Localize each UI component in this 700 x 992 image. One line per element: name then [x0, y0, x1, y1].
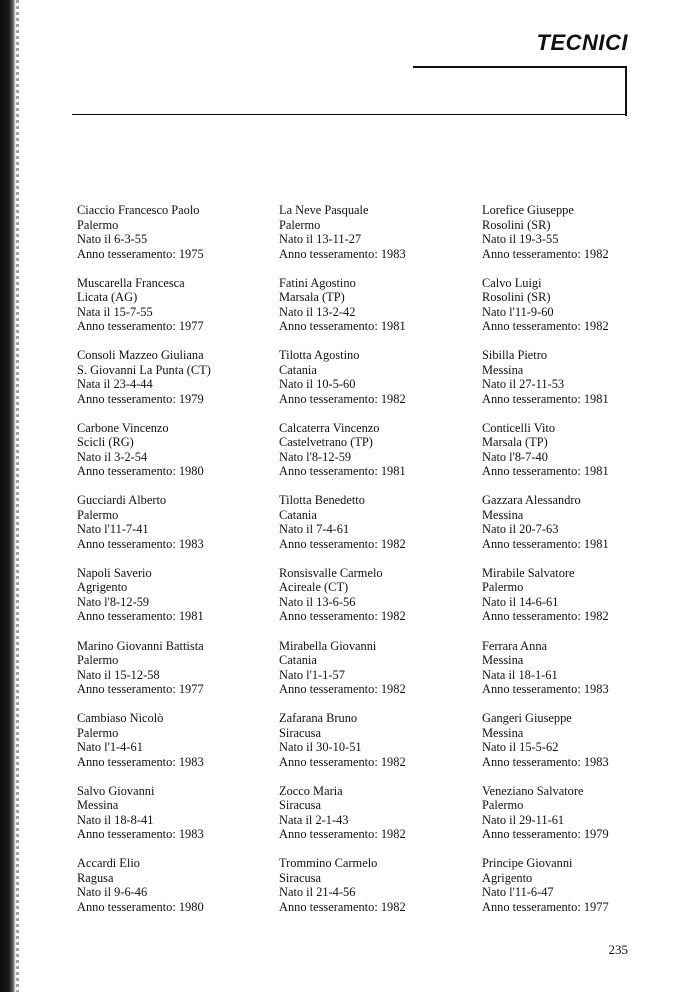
list-item — [279, 421, 479, 494]
person-name: La Neve Pasquale — [279, 203, 369, 217]
person-birth: Nato il 20-7-63 — [482, 522, 559, 537]
person-name: Ciaccio Francesco Paolo — [77, 203, 200, 217]
person-place: Palermo — [482, 580, 524, 595]
person-name: Zafarana Bruno — [279, 711, 358, 726]
person-birth: Nato l'1-4-61 — [77, 740, 143, 755]
person-place: Ragusa — [77, 870, 114, 885]
person-name: Mirabile Salvatore — [482, 565, 575, 580]
person-place: Palermo — [77, 725, 119, 740]
person-birth: Nata il 23-4-44 — [77, 377, 153, 392]
person-membership-year: Anno tesseramento: 1982 — [279, 754, 406, 769]
list-item — [482, 203, 682, 276]
list-item — [279, 711, 479, 784]
person-membership-year: Anno tesseramento: 1981 — [482, 464, 609, 479]
person-membership-year: Anno tesseramento: 1982 — [279, 899, 406, 914]
person-name: Mirabella Giovanni — [279, 638, 377, 653]
person-birth: Nato il 13-6-56 — [279, 594, 356, 609]
column-2 — [279, 203, 479, 929]
list-item — [77, 276, 277, 349]
person-membership-year: Anno tesseramento: 1983 — [77, 536, 204, 551]
list-item — [279, 348, 479, 421]
person-membership-year: Anno tesseramento: 1980 — [77, 899, 204, 914]
person-name: Consoli Mazzeo Giuliana — [77, 348, 204, 363]
list-item — [279, 276, 479, 349]
list-item — [482, 421, 682, 494]
person-membership-year: Anno tesseramento: 1982 — [482, 609, 609, 624]
person-birth: Nato il 19-3-55 — [482, 232, 559, 246]
person-membership-year: Anno tesseramento: 1977 — [482, 899, 609, 914]
person-birth: Nato il 10-5-60 — [279, 377, 356, 392]
person-birth: Nato il 15-5-62 — [482, 740, 559, 755]
person-name: Ronsisvalle Carmelo — [279, 565, 383, 580]
person-name: Muscarella Francesca — [77, 275, 185, 290]
person-place: Rosolini (SR) — [482, 217, 551, 232]
list-item — [77, 639, 277, 712]
person-birth: Nato il 18-8-41 — [77, 812, 154, 827]
page-title: TECNICI — [536, 30, 628, 55]
person-membership-year: Anno tesseramento: 1975 — [77, 246, 204, 261]
person-birth: Nato il 29-11-61 — [482, 812, 565, 827]
list-item — [279, 784, 479, 857]
column-3 — [482, 203, 682, 929]
person-birth: Nato il 6-3-55 — [77, 232, 148, 246]
person-birth: Nato il 3-2-54 — [77, 449, 148, 464]
person-name: Gucciardi Alberto — [77, 493, 167, 508]
person-birth: Nato l'11-7-41 — [77, 522, 149, 537]
person-membership-year: Anno tesseramento: 1983 — [482, 754, 609, 769]
person-name: Tilotta Agostino — [279, 348, 360, 363]
person-name: Trommino Carmelo — [279, 856, 378, 871]
person-name: Gangeri Giuseppe — [482, 711, 572, 726]
person-place: Marsala (TP) — [279, 290, 345, 305]
person-place: Messina — [482, 507, 524, 522]
person-membership-year: Anno tesseramento: 1981 — [482, 536, 609, 551]
list-item — [482, 493, 682, 566]
person-place: Acireale (CT) — [279, 580, 349, 595]
person-birth: Nato l'11-9-60 — [482, 304, 554, 319]
person-place: Scicli (RG) — [77, 435, 134, 450]
list-item — [279, 493, 479, 566]
person-place: Marsala (TP) — [482, 435, 548, 450]
person-place: Messina — [482, 653, 524, 668]
list-item — [482, 348, 682, 421]
person-membership-year: Anno tesseramento: 1980 — [77, 464, 204, 479]
person-place: Palermo — [77, 653, 119, 668]
list-item — [482, 639, 682, 712]
person-membership-year: Anno tesseramento: 1982 — [279, 536, 406, 551]
list-item — [482, 784, 682, 857]
person-name: Cambiaso Nicolò — [77, 711, 164, 726]
list-item — [482, 711, 682, 784]
person-birth: Nato l'1-1-57 — [279, 667, 345, 682]
person-place: Palermo — [279, 217, 321, 232]
person-birth: Nato il 30-10-51 — [279, 740, 362, 755]
person-place: Palermo — [482, 798, 524, 813]
person-name: Napoli Saverio — [77, 565, 152, 580]
person-place: Licata (AG) — [77, 290, 138, 305]
person-name: Conticelli Vito — [482, 420, 556, 435]
person-place: Palermo — [77, 217, 119, 232]
person-name: Zocco Maria — [279, 783, 343, 798]
person-membership-year: Anno tesseramento: 1982 — [482, 319, 609, 334]
person-name: Veneziano Salvatore — [482, 783, 584, 798]
person-birth: Nato il 15-12-58 — [77, 667, 160, 682]
person-name: Principe Giovanni — [482, 856, 573, 871]
person-name: Marino Giovanni Battista — [77, 638, 204, 653]
list-item — [77, 566, 277, 639]
person-place: Catania — [279, 653, 317, 668]
person-membership-year: Anno tesseramento: 1981 — [279, 319, 406, 334]
person-name: Accardi Elio — [77, 856, 140, 871]
person-place: Castelvetrano (TP) — [279, 435, 373, 450]
person-membership-year: Anno tesseramento: 1979 — [482, 827, 609, 842]
person-membership-year: Anno tesseramento: 1977 — [77, 319, 204, 334]
list-item — [77, 421, 277, 494]
person-membership-year: Anno tesseramento: 1981 — [482, 391, 609, 406]
person-place: S. Giovanni La Punta (CT) — [77, 362, 211, 377]
list-item — [482, 276, 682, 349]
technicians-list — [0, 203, 700, 923]
person-place: Siracusa — [279, 870, 321, 885]
person-birth: Nata il 2-1-43 — [279, 812, 349, 827]
person-birth: Nata il 15-7-55 — [77, 304, 153, 319]
person-birth: Nata il 18-1-61 — [482, 667, 558, 682]
list-item — [77, 493, 277, 566]
person-name: Sibilla Pietro — [482, 348, 548, 363]
page-number: 235 — [608, 942, 628, 957]
person-name: Salvo Giovanni — [77, 783, 155, 798]
list-item — [279, 203, 479, 276]
person-membership-year: Anno tesseramento: 1977 — [77, 682, 204, 697]
person-place: Messina — [482, 362, 524, 377]
header-rule — [72, 114, 627, 115]
person-place: Messina — [77, 798, 119, 813]
person-name: Tilotta Benedetto — [279, 493, 365, 508]
person-membership-year: Anno tesseramento: 1981 — [77, 609, 204, 624]
person-birth: Nato il 21-4-56 — [279, 885, 356, 900]
person-place: Agrigento — [482, 870, 533, 885]
person-birth: Nato il 27-11-53 — [482, 377, 565, 392]
person-membership-year: Anno tesseramento: 1981 — [279, 464, 406, 479]
person-birth: Nato l'8-7-40 — [482, 449, 548, 464]
person-membership-year: Anno tesseramento: 1983 — [77, 754, 204, 769]
list-item — [77, 784, 277, 857]
person-birth: Nato il 13-11-27 — [279, 232, 362, 246]
list-item — [77, 348, 277, 421]
person-name: Fatini Agostino — [279, 275, 356, 290]
person-place: Siracusa — [279, 798, 321, 813]
list-item — [279, 639, 479, 712]
person-place: Siracusa — [279, 725, 321, 740]
person-place: Palermo — [77, 507, 119, 522]
person-membership-year: Anno tesseramento: 1979 — [77, 391, 204, 406]
person-place: Messina — [482, 725, 524, 740]
person-membership-year: Anno tesseramento: 1982 — [279, 391, 406, 406]
title-frame — [413, 66, 627, 116]
list-item — [77, 856, 277, 929]
list-item — [482, 566, 682, 639]
column-1 — [77, 203, 277, 929]
person-name: Carbone Vincenzo — [77, 420, 169, 435]
person-place: Agrigento — [77, 580, 128, 595]
person-place: Catania — [279, 362, 317, 377]
person-membership-year: Anno tesseramento: 1982 — [279, 827, 406, 842]
person-name: Calvo Luigi — [482, 275, 542, 290]
person-birth: Nato l'11-6-47 — [482, 885, 554, 900]
person-name: Lorefice Giuseppe — [482, 203, 574, 217]
person-membership-year: Anno tesseramento: 1983 — [482, 682, 609, 697]
person-birth: Nato l'8-12-59 — [77, 594, 150, 609]
person-name: Calcaterra Vincenzo — [279, 420, 380, 435]
list-item — [77, 203, 277, 276]
person-birth: Nato il 14-6-61 — [482, 594, 559, 609]
person-place: Rosolini (SR) — [482, 290, 551, 305]
person-name: Gazzara Alessandro — [482, 493, 581, 508]
person-birth: Nato l'8-12-59 — [279, 449, 352, 464]
list-item — [279, 566, 479, 639]
person-membership-year: Anno tesseramento: 1982 — [482, 246, 609, 261]
person-place: Catania — [279, 507, 317, 522]
person-name: Ferrara Anna — [482, 638, 548, 653]
list-item — [482, 856, 682, 929]
person-membership-year: Anno tesseramento: 1982 — [279, 609, 406, 624]
person-birth: Nato il 13-2-42 — [279, 304, 356, 319]
person-birth: Nato il 7-4-61 — [279, 522, 350, 537]
list-item — [279, 856, 479, 929]
person-membership-year: Anno tesseramento: 1983 — [279, 246, 406, 261]
list-item — [77, 711, 277, 784]
person-membership-year: Anno tesseramento: 1982 — [279, 682, 406, 697]
person-birth: Nato il 9-6-46 — [77, 885, 148, 900]
person-membership-year: Anno tesseramento: 1983 — [77, 827, 204, 842]
